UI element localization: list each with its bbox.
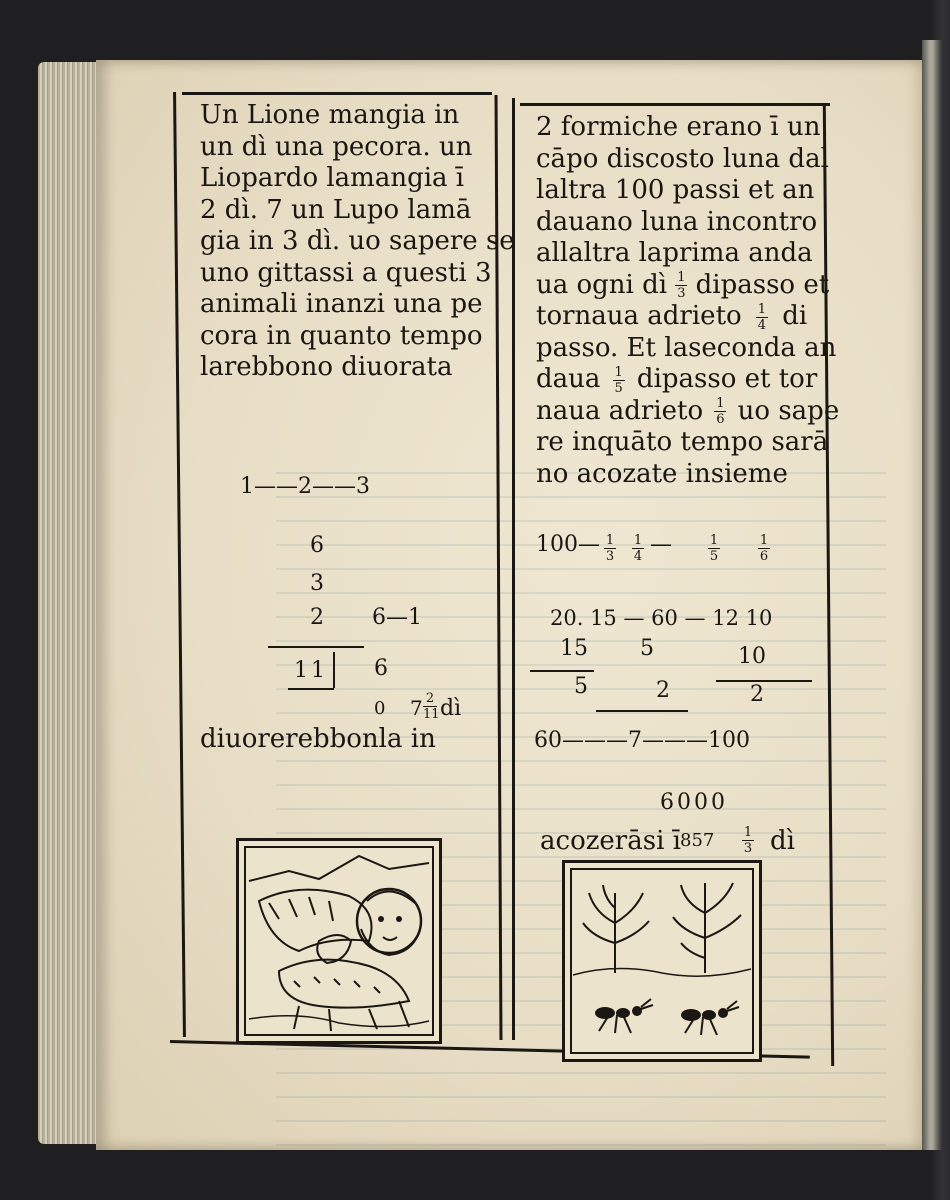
- right-calc-bar-2: [716, 680, 812, 682]
- right-calc-6000: 6000: [660, 790, 728, 815]
- left-line: Un Lione mangia in: [200, 100, 460, 130]
- frac-num: 1: [759, 533, 769, 548]
- frac-den: 4: [757, 317, 767, 333]
- left-result: diuorerebbonla in: [200, 724, 436, 754]
- lion-wolf-leopard-sheep-woodcut-icon: [236, 838, 442, 1044]
- right-line-7-head: tornaua adrieto: [536, 301, 742, 331]
- fraction-fifth: [613, 366, 625, 395]
- right-answer-label: acozerāsi ī: [540, 826, 681, 856]
- right-calc-10: 10: [738, 644, 766, 669]
- right-line-6-tail: dipasso et: [695, 269, 830, 300]
- right-calc-row5: 60———7———100: [534, 728, 750, 753]
- rule-top-right: [520, 103, 830, 106]
- fraction-quarter: [756, 303, 768, 332]
- frac-den: 3: [743, 841, 753, 856]
- right-calc-bar-1: [530, 670, 594, 672]
- right-line: [536, 270, 839, 302]
- left-calc-top-row: 1——2——3: [240, 474, 370, 499]
- frac-den: 5: [709, 549, 719, 564]
- left-line: gia in 3 dì. uo sapere se: [200, 226, 515, 256]
- frac-den: 6: [716, 412, 725, 427]
- right-answer-di: dì: [770, 826, 795, 856]
- right-line-10-tail: uo sape: [737, 395, 840, 426]
- right-calc-row1-third: [604, 534, 616, 563]
- ants-and-plants-woodcut-icon: [562, 860, 762, 1062]
- right-calc-2a: 2: [656, 678, 670, 703]
- right-calc-bar-3: [596, 710, 688, 712]
- right-line-9-head: daua: [536, 364, 601, 394]
- frac-den: 4: [633, 549, 643, 564]
- right-text: [536, 112, 839, 490]
- frac-num: 1: [633, 533, 643, 548]
- left-line: 2 dì. 7 un Lupo lamā: [200, 194, 472, 225]
- left-calc-6b: 6: [374, 656, 388, 681]
- right-calc-2b: 2: [750, 682, 764, 707]
- right-line: [536, 301, 839, 333]
- right-line-7-tail: di: [782, 301, 808, 331]
- left-calc-11-box-b: [288, 688, 334, 690]
- right-line: [536, 396, 839, 428]
- right-line: cāpo discosto luna dal: [536, 143, 829, 174]
- fraction-sixth: [714, 397, 726, 426]
- left-calc-7: 7: [410, 696, 423, 720]
- frac-num: 1: [709, 533, 719, 548]
- right-line: allaltra laprima anda: [536, 238, 813, 268]
- frac-num: 2: [425, 691, 435, 706]
- left-calc-di: dì: [440, 696, 462, 721]
- left-calc-6-1: 6—1: [372, 605, 422, 630]
- left-line: cora in quanto tempo: [200, 320, 483, 351]
- right-line-10-head: naua adrieto: [536, 395, 704, 426]
- right-line: [536, 364, 839, 396]
- frac-den: 6: [759, 549, 769, 564]
- woodcut-ants-svg: [565, 863, 759, 1059]
- left-calc-fraction: [423, 691, 440, 722]
- right-answer-fraction: [742, 826, 754, 855]
- left-calc-6: 6: [310, 533, 324, 558]
- right-calc-15: 15: [560, 636, 588, 661]
- binding-shadow: [930, 0, 950, 1200]
- frac-num: 1: [757, 301, 767, 317]
- frac-den: 3: [605, 549, 615, 564]
- right-line: dauano luna incontro: [536, 206, 818, 237]
- frac-den: 11: [423, 707, 440, 722]
- woodcut-lion-svg: [239, 841, 439, 1041]
- right-calc-5: 5: [640, 636, 654, 661]
- left-calc-11-box-r: [333, 652, 335, 688]
- right-line: no acozate insieme: [536, 458, 788, 489]
- left-calc-3: 3: [310, 571, 324, 596]
- left-calc-11: 11: [294, 658, 328, 683]
- right-line-6-head: ua ogni dì: [536, 269, 668, 300]
- left-line: uno gittassi a questi 3: [200, 257, 492, 288]
- fraction-third: [675, 271, 687, 300]
- right-calc-row1-sixth: [758, 534, 770, 563]
- left-line: Liopardo lamangia ī: [200, 163, 465, 193]
- right-line-9-tail: dipasso et tor: [636, 364, 818, 394]
- right-calc-row1-mid: —: [650, 532, 672, 557]
- left-text: [200, 100, 515, 384]
- right-answer-value: 857: [680, 830, 715, 851]
- right-line: passo. Et laseconda an: [536, 332, 837, 363]
- right-calc-row2: 20. 15 — 60 — 12 10: [550, 606, 773, 630]
- left-line: un dì una pecora. un: [200, 131, 473, 162]
- left-line: larebbono diuorata: [200, 352, 453, 382]
- right-calc-row1-quarter: [632, 534, 644, 563]
- frac-den: 5: [614, 380, 623, 396]
- right-calc-row1-lead: 100—: [536, 532, 600, 557]
- right-calc-5b: 5: [574, 674, 588, 699]
- rule-top-left: [182, 92, 492, 95]
- frac-num: 1: [743, 825, 753, 840]
- frac-num: 1: [677, 270, 686, 285]
- left-calc-2: 2: [310, 605, 324, 630]
- left-line: animali inanzi una pe: [200, 289, 483, 319]
- left-calc-0: 0: [374, 698, 386, 719]
- frac-num: 1: [614, 364, 623, 380]
- frac-den: 3: [677, 286, 686, 301]
- frac-num: 1: [605, 533, 615, 548]
- right-calc-row1-fifth: [708, 534, 720, 563]
- right-line: re inquāto tempo sarā: [536, 427, 829, 457]
- right-line: 2 formiche erano ī un: [536, 112, 821, 142]
- right-line: laltra 100 passi et an: [536, 175, 815, 205]
- frac-num: 1: [716, 396, 725, 411]
- left-calc-bar: [268, 646, 364, 648]
